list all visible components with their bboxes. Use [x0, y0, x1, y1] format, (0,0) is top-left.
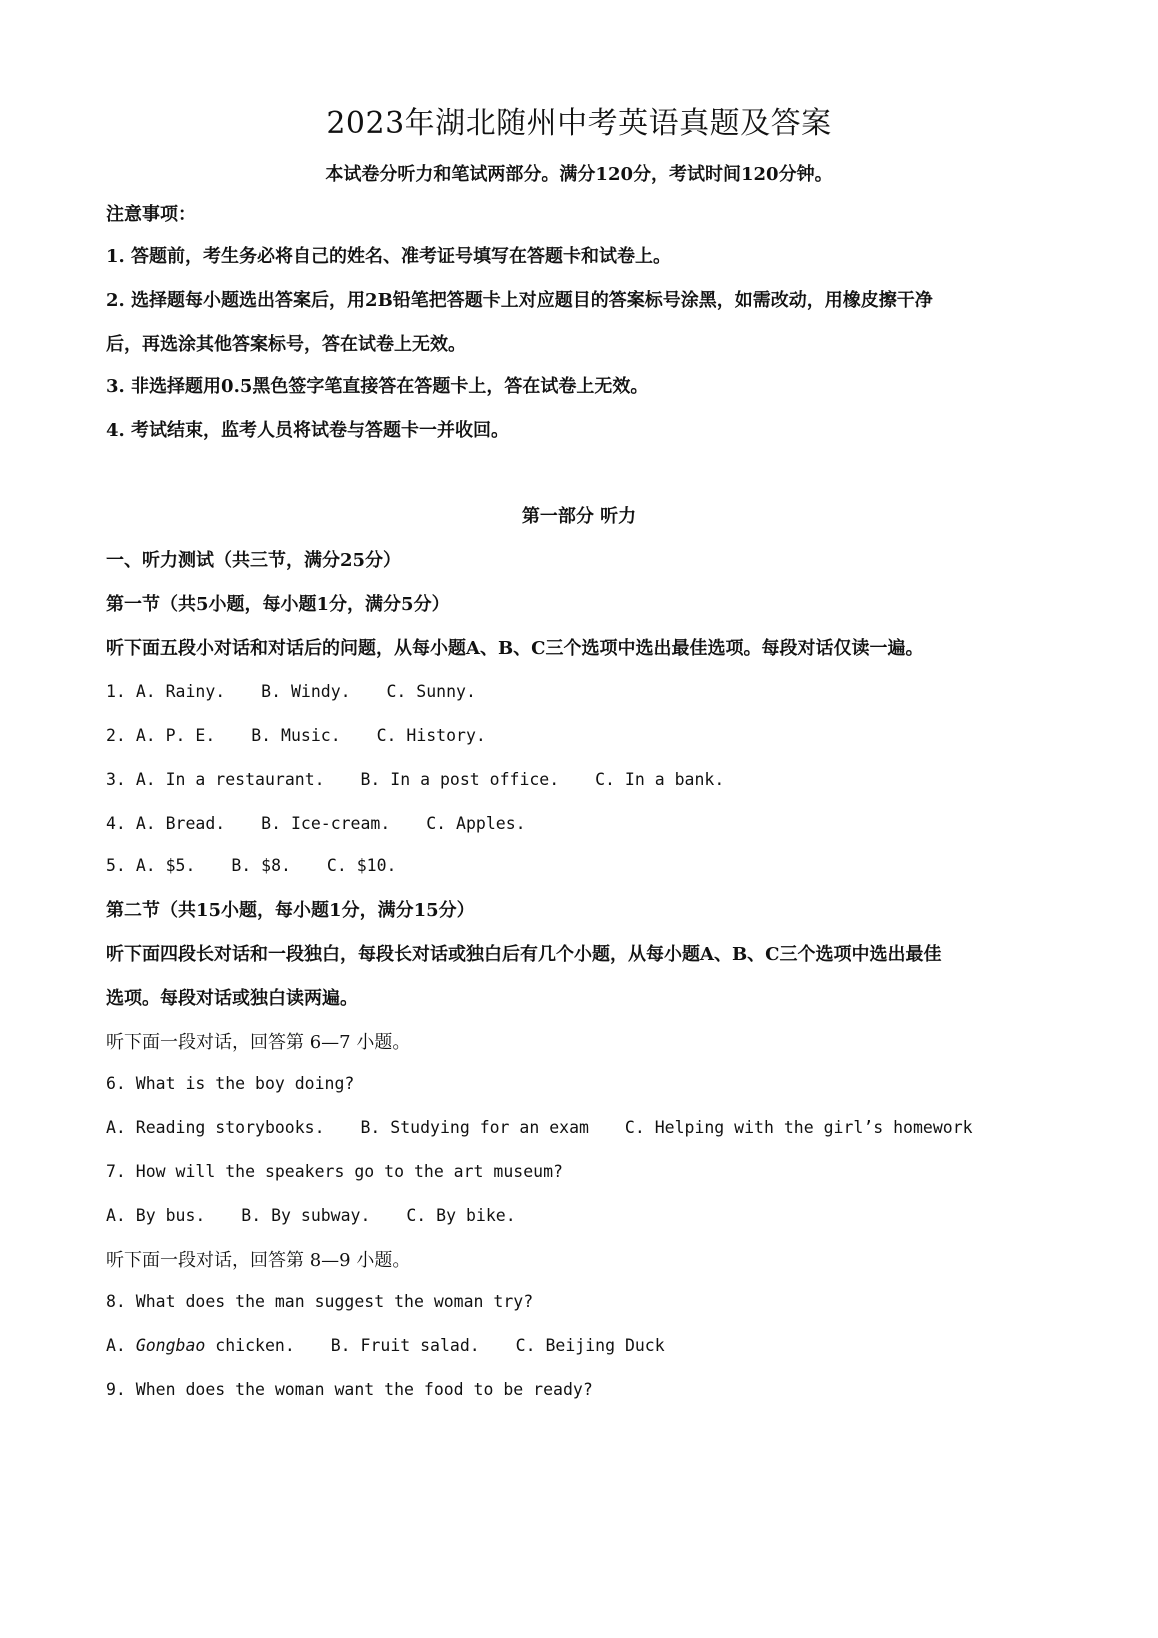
question-row	[106, 770, 724, 789]
option-a: A. In a restaurant.	[135, 770, 325, 789]
option-b: B. Ice-cream.	[261, 814, 391, 833]
option-b: B. Fruit salad.	[330, 1336, 480, 1355]
subsection-instruction: 听下面四段长对话和一段独白，每段长对话或独白后有几个小题，从每小题A、B、C三个选项中选出最佳	[106, 944, 942, 965]
option-a: A. Reading storybooks.	[106, 1118, 325, 1137]
subsection-instruction: 听下面五段小对话和对话后的问题，从每小题A、B、C三个选项中选出最佳选项。每段对话仅读一遍。	[106, 638, 924, 659]
option-a: A. P. E.	[135, 726, 216, 745]
option-a-rest: chicken.	[215, 1336, 295, 1355]
question-number: 3.	[106, 770, 126, 789]
question-row	[106, 682, 476, 701]
note-item: 2. 选择题每小题选出答案后，用2B铅笔把答题卡上对应题目的答案标号涂黑，如需改动，用橡皮擦干净	[106, 290, 933, 311]
dialog-intro: 听下面一段对话，回答第 6—7 小题。	[106, 1032, 411, 1053]
option-a: A. By bus.	[106, 1206, 206, 1225]
note-item: 3. 非选择题用0.5黑色签字笔直接答在答题卡上，答在试卷上无效。	[106, 376, 649, 397]
option-c: C. By bike.	[406, 1206, 516, 1225]
option-b: B. In a post office.	[360, 770, 560, 789]
option-c: C. Sunny.	[386, 682, 476, 701]
question-options	[106, 1118, 973, 1137]
option-a: A. Bread.	[135, 814, 226, 833]
question-number: 2.	[106, 726, 126, 745]
question-row	[106, 726, 486, 745]
option-c: C. In a bank.	[595, 770, 725, 789]
section-heading: 一、听力测试（共三节，满分25分）	[106, 550, 402, 571]
dialog-intro: 听下面一段对话，回答第 8—9 小题。	[106, 1250, 411, 1271]
question-number: 1.	[106, 682, 126, 701]
option-b: B. Studying for an exam	[360, 1118, 589, 1137]
note-item: 4. 考试结束，监考人员将试卷与答题卡一并收回。	[106, 420, 510, 441]
option-b: B. Windy.	[261, 682, 351, 701]
question-row	[106, 814, 526, 833]
option-b: B. By subway.	[241, 1206, 371, 1225]
option-a-prefix: A.	[106, 1336, 126, 1355]
option-c: C. Beijing Duck	[515, 1336, 665, 1355]
option-c: C. Helping with the girl’s homework	[624, 1118, 973, 1137]
question-number: 5.	[106, 856, 126, 875]
option-b: B. Music.	[251, 726, 341, 745]
notes-heading: 注意事项：	[106, 204, 196, 225]
question-text: 7. How will the speakers go to the art museum?	[106, 1162, 563, 1181]
option-c: C. Apples.	[426, 814, 526, 833]
part-heading: 第一部分 听力	[521, 506, 637, 527]
subsection-heading: 第二节（共15小题，每小题1分，满分15分）	[106, 900, 475, 921]
question-text: 6. What is the boy doing?	[106, 1074, 355, 1093]
option-a: A. $5.	[135, 856, 196, 875]
option-c: C. History.	[376, 726, 486, 745]
subsection-instruction: 选项。每段对话或独白读两遍。	[106, 988, 358, 1009]
question-text: 9. When does the woman want the food to be ready?	[106, 1380, 593, 1399]
note-item: 1. 答题前，考生务必将自己的姓名、准考证号填写在答题卡和试卷上。	[106, 246, 672, 267]
option-c: C. $10.	[326, 856, 397, 875]
exam-subtitle: 本试卷分听力和笔试两部分。满分120分，考试时间120分钟。	[325, 164, 833, 185]
option-b: B. $8.	[231, 856, 291, 875]
question-text: 8. What does the man suggest the woman try?	[106, 1292, 534, 1311]
subsection-heading: 第一节（共5小题，每小题1分，满分5分）	[106, 594, 450, 615]
question-number: 4.	[106, 814, 126, 833]
question-options	[106, 1336, 665, 1355]
note-item: 后，再选涂其他答案标号，答在试卷上无效。	[106, 334, 466, 355]
page-title: 2023年湖北随州中考英语真题及答案	[326, 106, 832, 141]
option-a-dish-name: Gongbao	[135, 1336, 206, 1355]
option-a: A. Rainy.	[135, 682, 226, 701]
question-options	[106, 1206, 516, 1225]
question-row	[106, 856, 396, 875]
